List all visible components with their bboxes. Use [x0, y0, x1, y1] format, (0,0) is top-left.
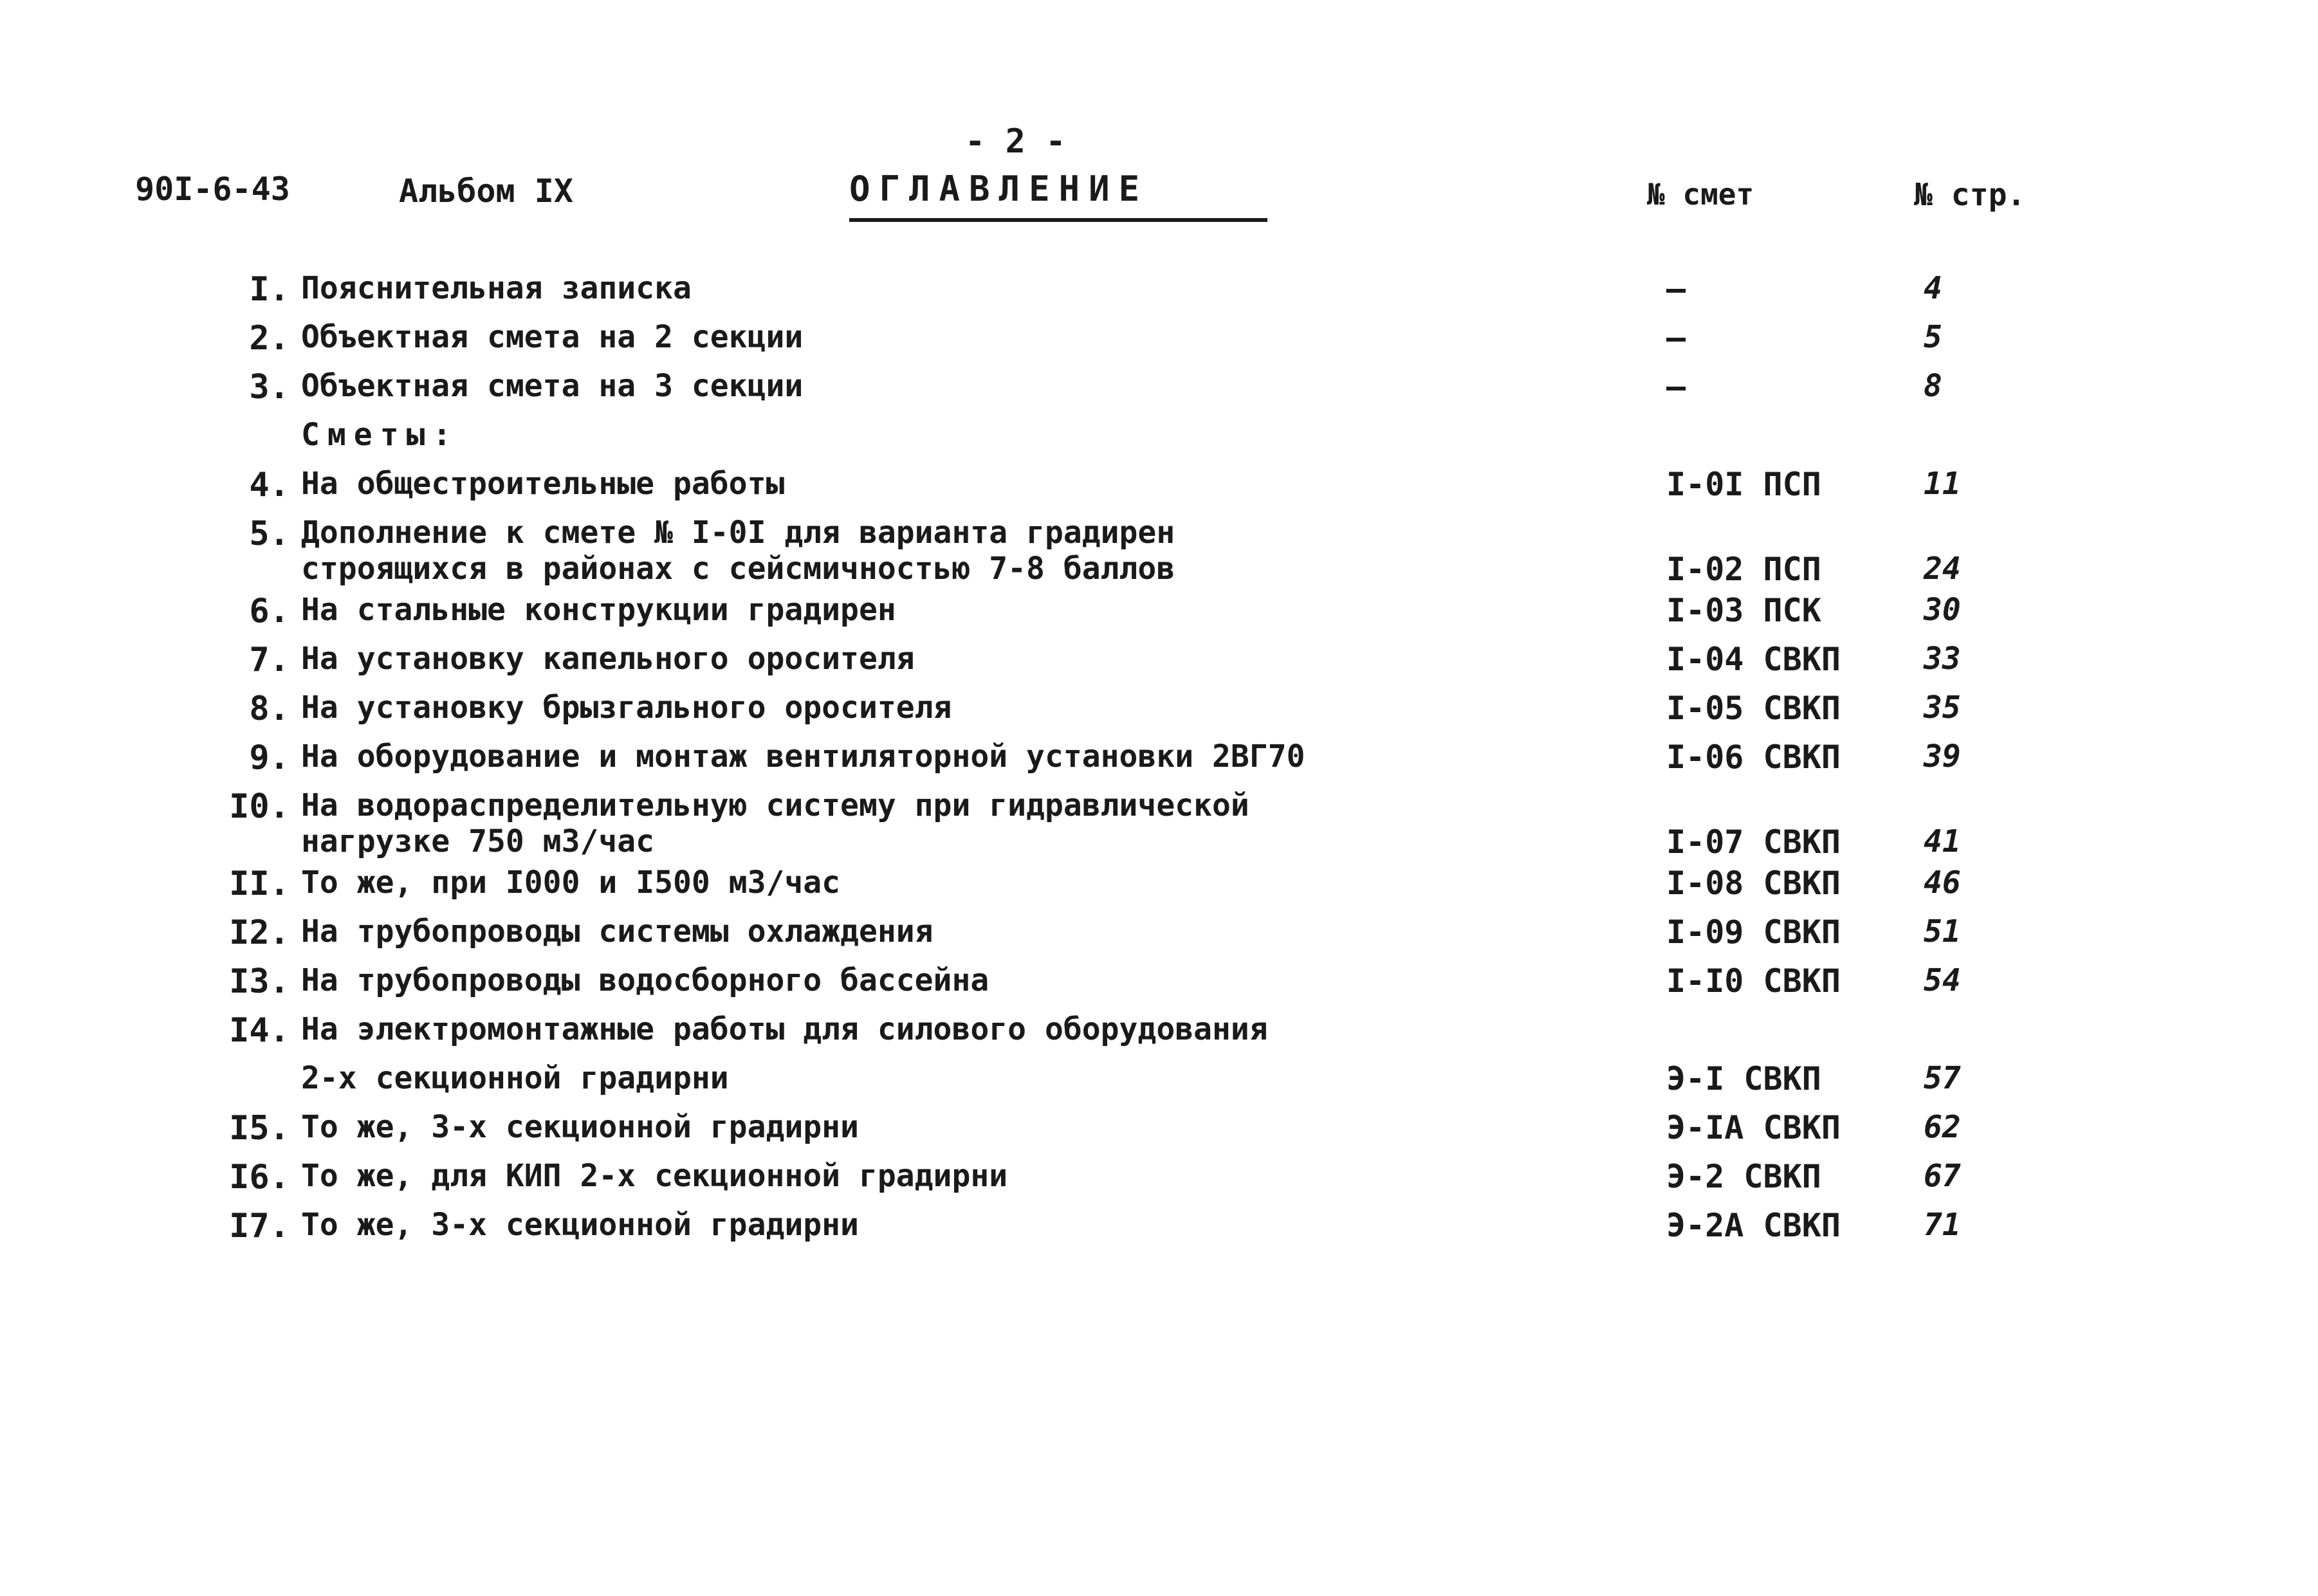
toc-item-estimate-code: I-I0 СВКП — [1666, 962, 1841, 1000]
toc-item-title: На трубопроводы системы охлаждения — [301, 913, 934, 949]
toc-item-estimate-code: – — [1666, 270, 1686, 307]
toc-item-number: I6. — [229, 1158, 290, 1197]
toc-item-estimate-code: I-0I ПСП — [1666, 466, 1821, 503]
page-title: ОГЛАВЛЕНИЕ — [849, 169, 1267, 222]
toc-item-estimate-code: I-05 СВКП — [1666, 690, 1841, 727]
album-label: Альбом IX — [399, 172, 573, 210]
toc-item-page-number: 41 — [1924, 823, 1961, 859]
toc-item-estimate-code: I-08 СВКП — [1666, 865, 1841, 902]
toc-item-number: 9. — [249, 738, 290, 777]
toc-item-estimate-code: I-04 СВКП — [1666, 641, 1841, 678]
toc-item-page-number: 71 — [1924, 1207, 1961, 1243]
toc-item-title: Объектная смета на 2 секции — [301, 319, 804, 355]
toc-item-title: На установку брызгального оросителя — [301, 690, 952, 726]
toc-item-number: 6. — [249, 592, 290, 630]
toc-item-number: II. — [229, 865, 290, 903]
toc-item-title: На водораспределительную систему при гидравлической нагрузке 750 м3/час — [301, 787, 1249, 859]
toc-item-number: I2. — [229, 913, 290, 952]
toc-item-title: То же, для КИП 2-х секционной градирни — [301, 1158, 1008, 1194]
estimate-column-header: № смет — [1647, 177, 1754, 212]
toc-item-title: Дополнение к смете № I-0I для варианта градирен строящихся в районах с сейсмичностью 7-8 баллов — [301, 515, 1175, 587]
toc-item-page-number: 5 — [1924, 319, 1942, 355]
toc-item-number: I. — [249, 270, 290, 309]
toc-item-page-number: 30 — [1924, 592, 1961, 628]
toc-item-estimate-code: I-03 ПСК — [1666, 592, 1821, 629]
toc-item-page-number: 8 — [1924, 368, 1942, 404]
toc-item-estimate-code: Э-I СВКП — [1666, 1060, 1821, 1097]
toc-item-title: То же, при I000 и I500 м3/час — [301, 865, 841, 901]
toc-item-number: 4. — [249, 466, 290, 504]
toc-item-number: 5. — [249, 515, 290, 553]
toc-item-page-number: 24 — [1924, 551, 1961, 587]
toc-item-estimate-code: – — [1666, 368, 1686, 405]
toc-item-number: I3. — [229, 962, 290, 1001]
toc-item-title: На электромонтажные работы для силового оборудования — [301, 1011, 1268, 1047]
toc-item-page-number: 11 — [1924, 466, 1961, 502]
toc-item-title: На трубопроводы водосборного бассейна — [301, 962, 989, 998]
toc-item-estimate-code: – — [1666, 319, 1686, 356]
toc-item-estimate-code: Э-2А СВКП — [1666, 1207, 1841, 1244]
toc-item-estimate-code: Э-IA СВКП — [1666, 1109, 1841, 1146]
toc-item-estimate-code: Э-2 СВКП — [1666, 1158, 1821, 1195]
toc-item-page-number: 35 — [1924, 690, 1961, 726]
toc-item-page-number: 67 — [1924, 1158, 1961, 1194]
toc-item-title: Сметы: — [301, 417, 459, 453]
toc-item-number: I0. — [229, 787, 290, 826]
page-number: - 2 - — [965, 122, 1066, 161]
toc-item-page-number: 33 — [1924, 641, 1961, 677]
toc-item-title: То же, 3-х секционной градирни — [301, 1109, 859, 1145]
toc-item-title: На стальные конструкции градирен — [301, 592, 896, 628]
toc-item-title: Пояснительная записка — [301, 270, 692, 306]
toc-item-page-number: 54 — [1924, 962, 1961, 998]
toc-item-estimate-code: I-02 ПСП — [1666, 551, 1821, 588]
toc-item-page-number: 46 — [1924, 865, 1961, 901]
toc-item-number: I7. — [229, 1207, 290, 1245]
toc-item-title: На общестроительные работы — [301, 466, 785, 502]
toc-item-number: 2. — [249, 319, 290, 358]
page-column-header: № стр. — [1914, 177, 2026, 213]
toc-item-title: То же, 3-х секционной градирни — [301, 1207, 859, 1243]
toc-item-page-number: 39 — [1924, 738, 1961, 775]
toc-item-page-number: 51 — [1924, 913, 1961, 949]
toc-item-title: Объектная смета на 3 секции — [301, 368, 804, 404]
toc-item-number: 7. — [249, 641, 290, 679]
toc-item-title: На оборудование и монтаж вентиляторной установки 2ВГ70 — [301, 738, 1305, 775]
toc-item-estimate-code: I-07 СВКП — [1666, 823, 1841, 861]
toc-item-title: На установку капельного оросителя — [301, 641, 915, 677]
toc-item-page-number: 57 — [1924, 1060, 1961, 1096]
toc-item-title: 2-х секционной градирни — [301, 1060, 729, 1096]
toc-item-number: 8. — [249, 690, 290, 728]
toc-item-estimate-code: I-06 СВКП — [1666, 738, 1841, 776]
toc-item-page-number: 4 — [1924, 270, 1942, 306]
toc-item-number: I5. — [229, 1109, 290, 1148]
toc-item-number: 3. — [249, 368, 290, 407]
toc-item-page-number: 62 — [1924, 1109, 1961, 1145]
document-code: 90I-6-43 — [135, 170, 290, 208]
toc-item-number: I4. — [229, 1011, 290, 1050]
toc-item-estimate-code: I-09 СВКП — [1666, 913, 1841, 951]
